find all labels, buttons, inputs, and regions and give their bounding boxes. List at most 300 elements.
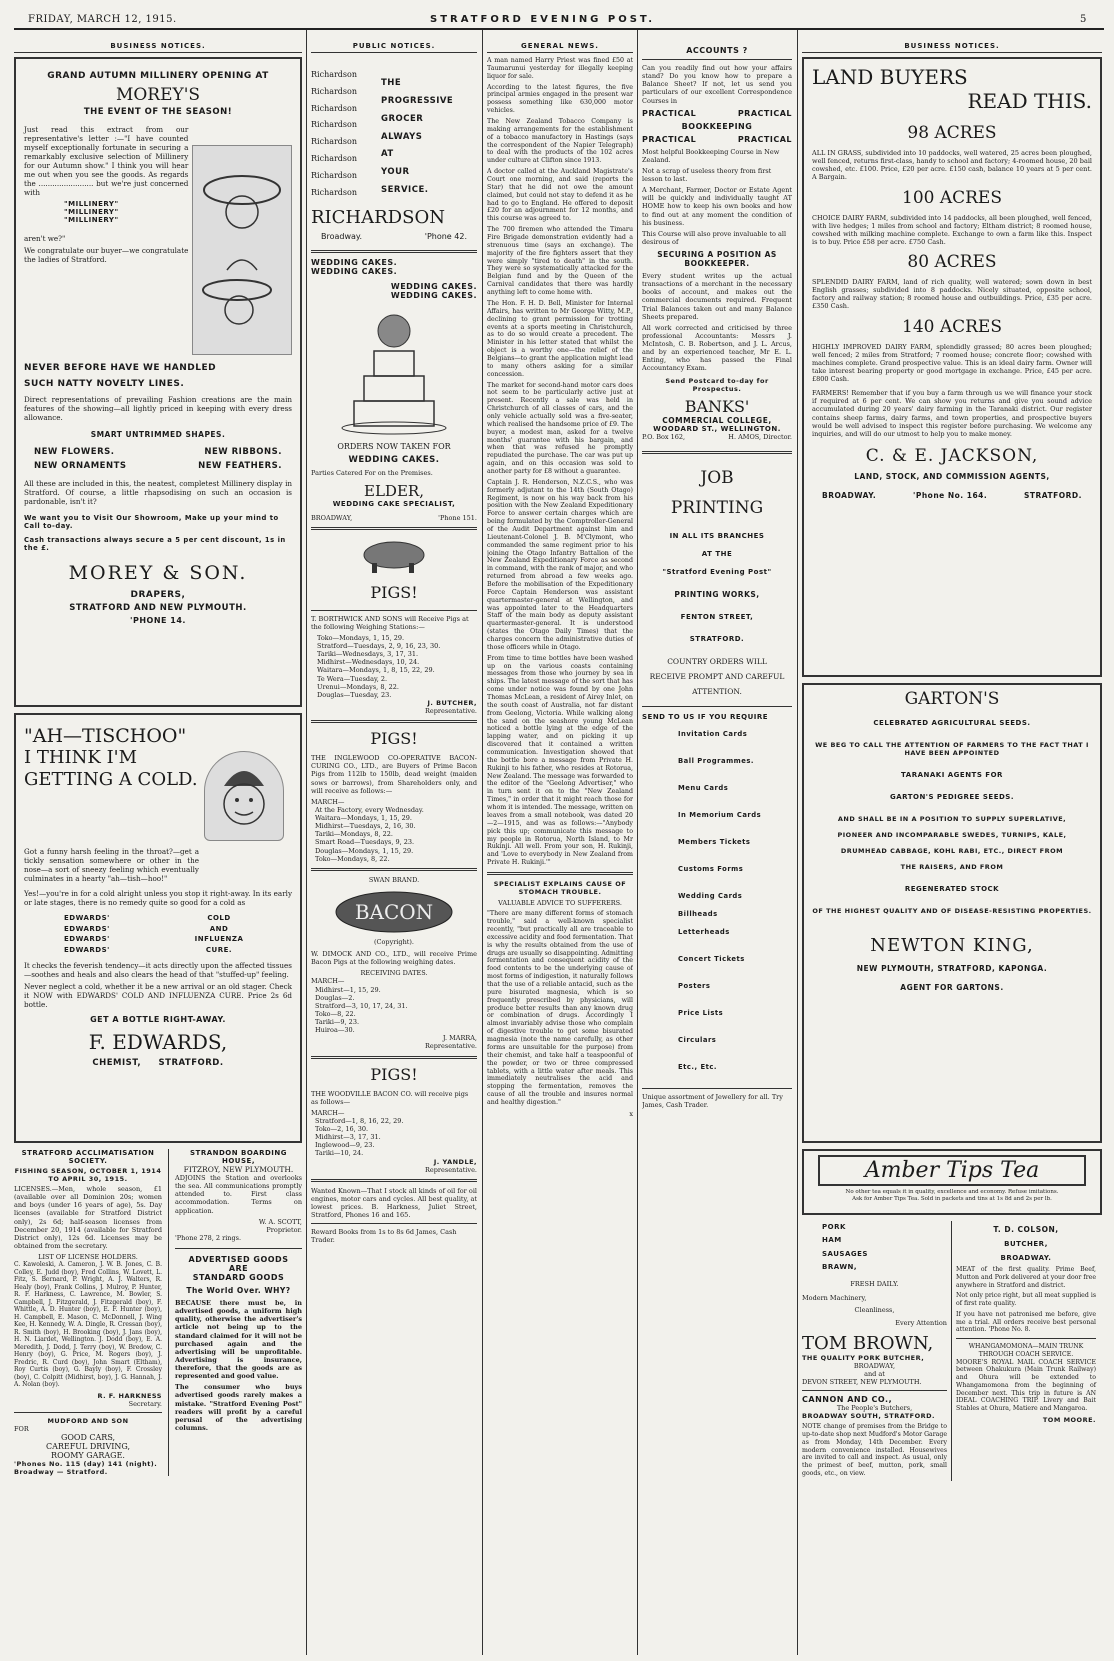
schedule-line: Tariki—9, 23. — [315, 1018, 360, 1026]
mudford-line: GOOD CARS, — [60, 1433, 116, 1442]
brown-attention: Every Attention — [895, 1318, 947, 1327]
bacon-pig-illustration — [311, 888, 477, 938]
garton-heading-8: DRUMHEAD CABBAGE, KOHL RABI, ETC., DIRECT FROM — [840, 847, 1064, 855]
richardson-advertisement — [311, 67, 477, 201]
jackson-firm: C. & E. JACKSON, — [865, 445, 1039, 466]
pigs2-intro: THE INGLEWOOD CO-OPERATIVE BACON-CURING CO., LTD., are Buyers of Prime Bacon Pigs from 112lb to 150lb, dead weight (maiden sows or barrows), from Shareholders only, and will receive as follows:— — [311, 754, 477, 795]
advert-body: BECAUSE there must be, in advertised goods, a uniform high quality, otherwise the advertiser's article not being up to the standard claimed for it will not be purchased again and the advertising will be unprofitable. Advertising is insurance, therefore, that the goods are as represented and good value. — [175, 1299, 302, 1381]
strandon-and-advertised-goods — [168, 1149, 302, 1476]
brown-trade: THE QUALITY PORK BUTCHER, — [802, 1353, 925, 1362]
garton-heading-3: WE BEG TO CALL THE ATTENTION OF FARMERS TO THE FACT THAT I HAVE BEEN APPOINTED — [815, 741, 1089, 757]
morey-body-1: Just read this extract from our representative's letter :—"I have counted myself exceptionally fortunate in securing a remarkably exclusive selection of Millinery for our Autumn show." I think you will hear me out when you see the goods. As regards the ........................ but we're just concerned with — [24, 125, 189, 197]
pigs4-month: MARCH— — [311, 1108, 345, 1117]
pigs3-month: MARCH— — [311, 977, 345, 986]
morey-natty: SUCH NATTY NOVELTY LINES. — [24, 379, 185, 389]
masthead-rule — [14, 28, 1104, 30]
amber-tips-logo: Amber Tips Tea — [818, 1155, 1086, 1186]
morey-ornaments: NEW ORNAMENTS — [34, 461, 127, 471]
millinery-line: "MILLINERY" — [64, 208, 119, 216]
schedule-line: Huiroa—30. — [315, 1026, 355, 1035]
section-title: BUSINESS NOTICES. — [14, 42, 302, 53]
morey-flowers: NEW FLOWERS. — [34, 447, 115, 457]
edwards-advertisement — [14, 713, 302, 1143]
amber-line-1: No other tea equals it in quality, excellence and economy. Refuse imitations. — [845, 1189, 1059, 1195]
richardson-name: Richardson — [311, 153, 358, 163]
reward-books: Reward Books from 1s to 8s 6d James, Cash Trader. — [311, 1228, 457, 1245]
cure-word: CURE. — [205, 945, 233, 954]
specialist-subheading: VALUABLE ADVICE TO SUFFERERS. — [498, 899, 622, 908]
mudford-line: ROOMY GARAGE. — [51, 1451, 125, 1460]
edwards-trade: CHEMIST, STRATFORD. — [92, 1058, 224, 1068]
garton-heading-5: GARTON'S PEDIGREE SEEDS. — [889, 793, 1015, 801]
coach-signature: TOM MOORE. — [1042, 1415, 1096, 1424]
slogan-word: THE — [381, 78, 402, 88]
brown-addr-2: DEVON STREET, NEW PLYMOUTH. — [802, 1377, 922, 1386]
schedule-line: Tariki—Mondays, 8, 22. — [315, 830, 393, 839]
pigs-heading: PIGS! — [370, 582, 418, 602]
meat-item: BRAWN, — [822, 1262, 858, 1271]
farm-description: SPLENDID DAIRY FARM, land of rich quality, well watered; sown down in best English grasses; subdivided into 8 paddocks. Nicely situated, opposite school, factory and railway station; 8 roomed house and outbuildings. Price, £35 per acre. £350 Cash. — [812, 278, 1092, 311]
edwards-repeat: EDWARDS' — [64, 914, 110, 922]
practical-word: PRACTICAL — [642, 134, 697, 144]
acres-heading: 98 ACRES — [907, 123, 997, 143]
garton-agent: AGENT FOR GARTONS. — [900, 983, 1004, 992]
garton-heading-9: THE RAISERS, AND FROM — [900, 863, 1004, 871]
jackson-contact — [812, 491, 1092, 500]
millinery-line: "MILLINERY" — [64, 200, 119, 208]
svg-text:BACON: BACON — [354, 899, 434, 924]
morey-kicker: GRAND AUTUMN MILLINERY OPENING AT — [47, 71, 269, 81]
morey-lines-row — [24, 461, 292, 471]
job-heading-2: PRINTING — [670, 497, 764, 518]
morey-towns: STRATFORD AND NEW PLYMOUTH. — [69, 603, 247, 613]
news-paragraph: Captain J. R. Henderson, N.Z.C.S., who was formerly adjutant to the 14th (South Otago) Regiment, is now on his way back from his position with the New Zealand Expeditionary Force to answer certain charges which are being formulated by the Comptroller-General of the Audit Department against him and Lieutenant-Colonel J. B. M'Clymont, who commanded the same regiment prior to his joining the Otago Infantry Battalion of the New Zealand Expeditionary Force as second in command, with the rank of major, and who returned from abroad a few weeks ago. Before the mobilisation of the Expeditionary Force Captain Henderson was assistant quartermaster-general at Wellington, and was appointed later to the Headquarters Staff of the main body as deputy assistant quartermaster-general. It is understood (states the Otago Daily Times) that the charges concern the administrative duties of those officers while in Otago. — [487, 478, 633, 651]
pigs-heading: PIGS! — [370, 729, 418, 749]
morey-event: THE EVENT OF THE SEASON! — [83, 107, 233, 117]
coach-heading: WHANGAMOMONA—MAIN TRUNK THROUGH COACH SERVICE. — [968, 1343, 1084, 1358]
edwards-body-1: Got a funny harsh feeling in the throat?—get a tickly sensation somewhere or other in the nose—a sort of sneezy feeling which eventually culminates in a hearty "ah—tish—hoo!" — [24, 847, 199, 883]
job-heading-1: JOB — [700, 467, 734, 488]
banks-body-3: Not a scrap of useless theory from first lesson to last. — [642, 166, 772, 183]
wedding-cake-icon — [339, 306, 449, 436]
page-number: 5 — [1080, 14, 1087, 25]
coach-body: MOORE'S ROYAL MAIL COACH SERVICE between Ohakukura (Main Trunk Railway) and Ohura will be extended to Whangamomona from the beginning of December next. This trip in future is AN IDEAL COACHING TRIP. Livery and Bait Stables at Ohura, Matiere and Mangaroa. — [956, 1358, 1096, 1412]
edwards-get: GET A BOTTLE RIGHT-AWAY. — [90, 1015, 226, 1024]
job-item: Etc., Etc. — [678, 1062, 717, 1071]
colson-address: BROADWAY. — [1000, 1254, 1052, 1262]
pigs3-rep: Representative. — [425, 1042, 477, 1051]
elder-firm: ELDER, — [364, 481, 424, 500]
richardson-names — [311, 67, 381, 201]
brown-and-cannon — [802, 1221, 952, 1481]
job-item: Letterheads — [678, 927, 730, 936]
practical-row — [642, 135, 792, 144]
news-paragraph: The market for second-hand motor cars does not seem to be particularly active just at present. Recently a sale was held in Christchurch of all classes of cars, and the only vehicle actually sold was a five-seater, which realised the handsome price of £9. The buyer, a modest man, asked for a twelve months' guarantee with his bargain, and when that was refused he promptly repudiated the purchase. The car was put up again, and on this occasion was sold to another party for £8 without a guarantee. — [487, 381, 633, 475]
job-item: In Memorium Cards — [678, 810, 762, 819]
section-title: BUSINESS NOTICES. — [802, 42, 1102, 53]
strandon-location: FITZROY, NEW PLYMOUTH. — [183, 1165, 294, 1174]
swan-brand: SWAN BRAND. — [368, 875, 420, 884]
mudford-line: FOR — [14, 1424, 29, 1433]
slogan-word: PROGRESSIVE — [381, 95, 454, 106]
slogan-word: ALWAYS — [381, 131, 423, 142]
jackson-advertisement — [802, 57, 1102, 677]
garton-heading-1: GARTON'S — [904, 689, 1000, 709]
pigs3-receiving: RECEIVING DATES. — [360, 969, 428, 978]
elder-orders: ORDERS NOW TAKEN FOR — [337, 442, 451, 452]
strandon-phone: 'Phone 278, 2 rings. — [175, 1233, 242, 1242]
morey-drapers: DRAPERS, — [130, 590, 186, 600]
job-item: Concert Tickets — [678, 954, 745, 963]
job-item: Members Tickets — [678, 837, 751, 846]
job-item: Price Lists — [678, 1008, 724, 1017]
pigs1-schedule — [311, 634, 477, 699]
accl-title: STRATFORD ACCLIMATISATION SOCIETY. — [21, 1149, 155, 1165]
job-item: Posters — [678, 981, 711, 990]
colson-trade: BUTCHER, — [1004, 1240, 1048, 1248]
job-heading-4: AT THE — [701, 549, 733, 558]
job-item: Menu Cards — [678, 783, 729, 792]
job-item: Customs Forms — [678, 864, 744, 873]
job-item: Ball Programmes. — [678, 756, 755, 765]
practical-word: PRACTICAL — [737, 134, 792, 144]
acres-heading: 140 ACRES — [902, 316, 1002, 337]
banks-body-7: All work corrected and criticised by three professional Accountants: Messrs J. McIntosh, C. B. Robertson, and J. L. Arcus, and by an experienced teacher, Mr E. L. Enting, who has passed the Final Accountancy Exam. — [642, 323, 792, 373]
schedule-line: Inglewood—9, 23. — [315, 1141, 375, 1150]
job-item: Billheads — [678, 909, 718, 918]
banks-body-5: This Course will also prove invaluable to all desirous of — [642, 229, 787, 246]
richardson-contact — [311, 228, 477, 245]
news-paragraph: The Hon. F. H. D. Bell, Minister for Internal Affairs, has written to Mr George Witty, M.P., declining to grant permission for trotting events at a sports meeting in Christchurch, as to do so would create a precedent. The Minister in his letter stated that whilst the object is a worthy one—the relief of the Belgians—to grant the application might lead to many others asking for a similar concession. — [487, 299, 633, 378]
morey-name: MOREY'S — [115, 85, 201, 105]
schedule-line: Midhirst—Wednesdays, 10, 24. — [317, 658, 420, 667]
morey-body-3: We congratulate our buyer—we congratulate the ladies of Stratford. — [24, 246, 189, 264]
colson-body-3: If you have not patronised me before, give me a trial. All orders receive best personal attention. 'Phone No. 8. — [956, 1310, 1096, 1334]
mudford-line: MUDFORD AND SON — [47, 1416, 129, 1425]
farm-description: CHOICE DAIRY FARM, subdivided into 14 paddocks, all been ploughed, well fenced, with live hedges; 1 miles from school and factory; Eltham district; 8 roomed house, cowshed with milking machine complete. Exchange to own a farm like this. Inspect is to buy. Price £58 per acre. £750 Cash. — [812, 213, 1092, 246]
banks-director: H. AMOS, Director. — [728, 432, 792, 441]
pigs-heading: PIGS! — [370, 1064, 418, 1084]
elder-phone: 'Phone 151. — [438, 513, 477, 522]
column-rule — [306, 30, 307, 1655]
morey-body-5: All these are included in this, the neatest, completest Millinery display in Stratford. Of course, a little rhapsodising on such an occasion is pardonable, isn't it? — [24, 479, 292, 506]
farm-description: HIGHLY IMPROVED DAIRY FARM, splendidly grassed; 80 acres been ploughed; well fenced; 2 miles from Stratford; 7 roomed house; concrete floor; cowshed with machines complete. Grand prospective value. This is an ideal dairy farm. Owner will take interest bearing property or good mortgage in exchange. Price, £45 per acre. £800 Cash. — [812, 342, 1092, 383]
strandon-signature: W. A. SCOTT, — [258, 1217, 302, 1226]
morey-firm: MOREY & SON. — [68, 562, 248, 584]
job-heading-10: RECEIVE PROMPT AND CAREFUL — [649, 671, 785, 681]
column-rule — [482, 30, 483, 1655]
jackson-heading-1: LAND BUYERS — [812, 65, 968, 89]
morey-ribbons: NEW RIBBONS. — [204, 447, 282, 457]
slogan-word: AT — [381, 149, 394, 160]
pigs4-intro: THE WOODVILLE BACON CO. will receive pigs as follows— — [311, 1089, 469, 1106]
elder-wedding-cakes: WEDDING CAKES. — [348, 455, 440, 466]
schedule-line: Toko—8, 22. — [315, 1009, 356, 1018]
wedding-cake-illustration — [311, 306, 477, 436]
pigs4-signature: J. YANDLE, — [433, 1157, 477, 1166]
edwards-body-3: It checks the feverish tendency—it acts directly upon the affected tissues—soothes and heals and also clears the head of that "stuffed-up" feeling. — [24, 961, 292, 979]
job-heading-7: FENTON STREET, — [680, 612, 754, 621]
hat-illustration-icon — [197, 150, 287, 350]
slogan-word: YOUR — [381, 167, 410, 178]
section-title: PUBLIC NOTICES. — [311, 42, 477, 53]
column-business-notices-left — [14, 42, 302, 1654]
banks-send: Send Postcard to-day for Prospectus. — [665, 376, 769, 393]
colson-firm: T. D. COLSON, — [993, 1225, 1059, 1234]
column-public-notices — [311, 42, 477, 1654]
richardson-name: Richardson — [311, 170, 358, 180]
pigs3-schedule — [311, 986, 477, 1035]
elder-contact — [311, 514, 477, 522]
morey-body-2: aren't we?" — [24, 234, 66, 243]
practical-word: PRACTICAL — [642, 108, 697, 118]
richardson-slogan — [381, 67, 453, 201]
job-send: SEND TO US IF YOU REQUIRE — [642, 712, 769, 721]
richardson-name: Richardson — [311, 120, 358, 130]
job-heading-6: PRINTING WORKS, — [674, 589, 760, 599]
cannon-body: NOTE change of premises from the Bridge to up-to-date shop next Mudford's Motor Garage as from Monday, 14th December. Every modern convenience installed. Housewives are invited to call and inspect. As usual, only the primest of beef, mutton, pork, small goods, etc., on view. — [802, 1423, 947, 1477]
schedule-line: Midhirst—Tuesdays, 2, 16, 30. — [315, 822, 416, 831]
meat-item: PORK — [822, 1223, 846, 1231]
pigs1-rep: Representative. — [425, 707, 477, 715]
brown-items — [802, 1221, 947, 1274]
richardson-name: Richardson — [311, 137, 358, 147]
job-heading-11: ATTENTION. — [692, 686, 742, 696]
edwards-firm: F. EDWARDS, — [88, 1030, 228, 1054]
masthead-date: FRIDAY, MARCH 12, 1915. — [28, 14, 177, 25]
bookkeeping-word: BOOKKEEPING — [681, 121, 753, 131]
jackson-farmers: FARMERS! Remember that if you buy a farm through us we will finance your stock if required at 6 per cent. We can show you returns and give you sound advice accumulated during 20 years' dairy farming in the Taranaki district. Our register contains sheep farms, dairy farms, and town properties, and prospective buyers would be well advised to inspect this register before purchasing. We welcome any inquiries, and will do our utmost to help you to make money. — [812, 389, 1092, 438]
pigs1-signature: J. BUTCHER, — [427, 698, 477, 707]
morey-shapes: SMART UNTRIMMED SHAPES. — [90, 430, 226, 439]
jewellery-notice: Unique assortment of Jewellery for all. Try James, Cash Trader. — [642, 1092, 783, 1109]
brown-fresh: FRESH DAILY. — [850, 1280, 899, 1289]
richardson-name: Richardson — [311, 86, 358, 96]
column-bookkeeping-printing — [642, 42, 792, 1654]
edwards-repeat: EDWARDS' — [64, 924, 110, 933]
brown-firm: TOM BROWN, — [802, 1332, 934, 1354]
edwards-body-4: Never neglect a cold, whether it be a new arrival or an old stager. Check it NOW with EDWARDS' COLD AND INFLUENZA CURE. Price 2s 6d bottle. — [24, 982, 292, 1009]
job-heading-9: COUNTRY ORDERS WILL — [667, 656, 767, 666]
schedule-line: Te Wera—Tuesday, 2. — [317, 674, 388, 683]
practical-word: PRACTICAL — [737, 108, 792, 118]
acclimatisation-notice — [14, 1149, 162, 1476]
news-paragraph: The New Zealand Tobacco Company is making arrangements for the establishment of a tobacco manufactory in Hastings (says the correspondent of the Napier Telegraph) to deal with the products of the 102 acres under culture at Clifton since 1913. — [487, 118, 633, 165]
garton-heading-10: REGENERATED STOCK — [904, 885, 1000, 893]
advert-heading-2: ARE — [228, 1264, 249, 1273]
jackson-trade: LAND, STOCK, AND COMMISSION AGENTS, — [854, 471, 1050, 481]
jackson-phone: 'Phone No. 164. — [913, 490, 988, 500]
pigs4-rep: Representative. — [425, 1165, 477, 1174]
schedule-line: Smart Road—Tuesdays, 9, 23. — [315, 838, 415, 847]
job-item: Invitation Cards — [678, 729, 748, 738]
morey-phone: 'PHONE 14. — [130, 616, 186, 625]
cure-word: INFLUENZA — [194, 935, 244, 943]
news-paragraph: From time to time bottles have been washed up on the various coasts containing messages from those who journey by sea in ships. The latest message of the sort that has come under notice was found by one John Thomas McLean, a resident of Airey Inlet, on the south coast of Australia, not far distant from Geelong, Victoria. While walking along the sand on the seashore young McLean noticed a bottle lying at the edge of the lapping water, and on picking it up discovered that it contained a written communication. Investigation showed that the bottle bore a message from Private H. Rukinji to his father, who resides at Rotorua, New Zealand. The message was forwarded to the editor of the "Geelong Advertiser," who in turn sent it on to the "New Zealand Times," in order that it might reach those for whom it is intended. The message, written on leaves from a small notebook, was dated 20—2—1915, and was as follows:—"Anybody pick this up; communicate this message to my people in Rotorua, North Island, to Mr Rukinji. All well. From your son, H. Rukinji, and 'Love to everybody in New Zealand from Private H. Rukinji.'" — [487, 654, 633, 867]
job-item: Circulars — [678, 1035, 717, 1044]
edwards-body-2: Yes!—you're in for a cold alright unless you stop it right-away. In its early or late stages, there is no remedy quite so good for a cold as — [24, 889, 292, 907]
cannon-sub: The People's Butchers, — [836, 1404, 913, 1413]
mudford-line: CAREFUL DRIVING, — [45, 1442, 131, 1451]
colson-and-coach — [956, 1221, 1096, 1481]
morey-body-4: Direct representations of prevailing Fashion creations are the main features of the showing—all lightly priced in keeping with every dress allowance. — [24, 395, 292, 422]
specialist-heading: SPECIALIST EXPLAINS CAUSE OF STOMACH TROUBLE. — [493, 879, 627, 897]
pigs3-signature: J. MARRA, — [442, 1034, 477, 1043]
schedule-line: Toko—Mondays, 8, 22. — [315, 854, 390, 863]
cure-word: AND — [209, 924, 229, 933]
schedule-line: Tariki—10, 24. — [315, 1149, 364, 1158]
practical-row — [642, 109, 792, 118]
policeman-sneezing-illustration — [204, 751, 284, 841]
garton-heading-4: TARANAKI AGENTS FOR — [901, 771, 1003, 779]
schedule-line: Douglas—Mondays, 1, 15, 29. — [315, 846, 414, 855]
schedule-line: At the Factory, every Wednesday. — [315, 805, 424, 814]
garton-heading-6: AND SHALL BE IN A POSITION TO SUPPLY SUPERLATIVE, — [837, 815, 1067, 823]
morey-lines-row — [24, 447, 292, 457]
column-rule — [797, 30, 798, 1655]
garton-towns: NEW PLYMOUTH, STRATFORD, KAPONGA. — [856, 964, 1048, 973]
accl-season: FISHING SEASON, OCTOBER 1, 1914 TO APRIL 30, 1915. — [14, 1167, 162, 1183]
specialist-mark: x — [629, 1109, 633, 1118]
schedule-line: Urenui—Mondays, 8, 22. — [317, 682, 399, 691]
schedule-line: Stratford—Tuesdays, 2, 9, 16, 23, 30. — [317, 642, 441, 650]
pigs3-copyright: (Copyright). — [373, 937, 414, 946]
brown-clean: Cleanliness, — [854, 1306, 895, 1315]
colson-body: MEAT of the first quality. Prime Beef, Mutton and Pork delivered at your door free anywhere in Stratford and district. — [956, 1266, 1096, 1289]
column-business-notices-right — [802, 42, 1102, 1654]
mudford-line: Broadway — Stratford. — [14, 1468, 108, 1477]
colson-body-2: Not only price right, but all meat supplied is of first rate quality. — [956, 1292, 1096, 1307]
slogan-word: SERVICE. — [381, 185, 429, 196]
schedule-line: Tariki—Wednesdays, 3, 17, 31. — [317, 650, 419, 659]
amber-line-2: Ask for Amber Tips Tea. Sold in packets and tins at 1s 8d and 2s per lb. — [852, 1195, 1052, 1202]
millinery-line: "MILLINERY" — [64, 216, 119, 224]
banks-body-4: A Merchant, Farmer, Doctor or Estate Agent will be quickly and individually taught AT HOME how to keep his own books and how to find out at any moment the condition of his business. — [642, 186, 792, 227]
masthead-title: STRATFORD EVENING POST. — [430, 14, 656, 25]
job-item: Wedding Cards — [678, 891, 743, 900]
wedding-cakes: WEDDING CAKES. — [311, 258, 398, 268]
amber-tips-advertisement — [802, 1149, 1102, 1215]
job-heading-5: "Stratford Evening Post" — [662, 567, 772, 576]
morey-visit: We want you to Visit Our Showroom, Make up your mind to Call to-day. — [24, 514, 279, 530]
cannon-address: BROADWAY SOUTH, STRATFORD. — [802, 1412, 935, 1421]
banks-body-1: Can you readily find out how your affairs stand? Do you know how to prepare a Balance Sheet? If not, let us send you particulars of our excellent Correspondence Courses in — [642, 64, 792, 105]
brown-and: and at — [864, 1369, 885, 1378]
garton-firm: NEWTON KING, — [870, 935, 1034, 956]
morey-feathers: NEW FEATHERS. — [198, 461, 282, 471]
pig-icon — [354, 535, 434, 575]
accl-signature: R. F. HARKNESS — [97, 1391, 162, 1400]
schedule-line: Midhirst—1, 15, 29. — [315, 985, 381, 994]
elder-trade: WEDDING CAKE SPECIALIST, — [332, 499, 456, 508]
news-paragraph: A doctor called at the Auckland Magistrate's Court one morning, and said (reports the Star) that he did not owe the amount claimed, but could not stay to defend it as he had to go to England. He offered to deposit £20 for an adjournment for 12 months, and this course was agreed to. — [487, 168, 633, 223]
schedule-line: Stratford—3, 10, 17, 24, 31. — [315, 1001, 408, 1010]
jackson-address: BROADWAY. — [822, 490, 877, 500]
advert-heading-3: STANDARD GOODS — [192, 1273, 285, 1282]
schedule-line: Toko—2, 16, 30. — [315, 1125, 369, 1133]
slogan-word: GROCER — [381, 113, 424, 124]
morey-advertisement — [14, 57, 302, 707]
richardson-phone: 'Phone 42. — [424, 232, 467, 242]
advert-body-2: The consumer who buys advertised goods rarely makes a mistake. "Stratford Evening Post" readers will profit by a careful perusal of the advertising columns. — [175, 1383, 302, 1432]
richardson-name: Richardson — [311, 103, 358, 113]
specialist-body: "There are many different forms of stomach trouble," said a well-known specialist recently, "but practically all are traceable to excessive acidity and food fermentation. That is why the results obtained from the use of drugs are usually so disappointing. Admitting fermentation and consequent acidity of the food contents to be the underlying cause of most forms of indigestion, it naturally follows that the use of a reliable antacid, such as the pure bisurated magnesia, which is so frequently prescribed by physicians, will produce better results than any known drug or combination of drugs. Accordingly I almost invariably advise those who complain of digestive trouble to get some bisurated magnesia (note the name carefully, as other forms are unsuitable for the purpose) from their chemist, and take half a teaspoonful of the powder, or two or three compressed tablets, with a little water after meals. This immediately neutralises the acid and stopping the fermentation, removes the cause of all the trouble and insures normal and healthy digestion." — [487, 910, 633, 1106]
advert-heading-4: The World Over. WHY? — [186, 1286, 291, 1295]
jackson-heading-2: READ THIS. — [967, 89, 1092, 113]
morey-never: NEVER BEFORE HAVE WE HANDLED — [24, 363, 217, 373]
banks-body-2: Most helpful Bookkeeping Course in New Zealand. — [642, 147, 780, 164]
pigs2-month: MARCH— — [311, 797, 345, 806]
pigs3-intro: W. DIMOCK AND CO., LTD., will receive Prime Bacon Pigs at the following weighing dates. — [311, 950, 477, 967]
wedding-cakes: WEDDING CAKES. — [390, 291, 477, 301]
mudford-line: 'Phones No. 115 (day) 141 (night). — [14, 1460, 158, 1468]
richardson-name: Richardson — [311, 70, 358, 79]
meat-item: HAM — [822, 1236, 842, 1245]
accl-list-heading: LIST OF LICENSE HOLDERS. — [38, 1253, 138, 1261]
banks-college: COMMERCIAL COLLEGE, — [662, 415, 772, 425]
acres-heading: 100 ACRES — [902, 187, 1002, 208]
edwards-headline-2: I THINK I'M GETTING A COLD. — [24, 747, 198, 790]
garton-heading-2: CELEBRATED AGRICULTURAL SEEDS. — [873, 719, 1031, 727]
farm-description: ALL IN GRASS, subdivided into 10 paddocks, well watered, 25 acres been ploughed, well fenced, returns first-class, handy to school and factory; 4-roomed house, 20 bail cowshed, etc. £100. Price, £20 per acre. £150 cash, balance 10 years at 5 per cent. A Bargain. — [812, 149, 1092, 182]
edwards-repeat: EDWARDS' — [64, 945, 110, 954]
pig-illustration — [311, 535, 477, 575]
news-paragraph: A man named Harry Priest was fined £50 at Taumarunui yesterday for illegally keeping liquor for sale. — [487, 57, 633, 80]
banks-secure: SECURING A POSITION AS BOOKKEEPER. — [657, 250, 777, 268]
accl-body: LICENSES.—Men, whole season, £1 (available over all Dominion 20s; women and boys (under 16 years of age), 5s. Day licenses (available for Stratford District only), 2s 6d; half-season licenses from December 20, 1914 (available for Stratford District only), 12s 6d. Licenses may be obtained from the secretary. — [14, 1185, 162, 1250]
wanted-known: Wanted Known—That I stock all kinds of oil for oil engines, motor cars and cycles. All best quality, at lowest prices. B. Harkness, Juliet Street, Stratford, Phones 16 and 165. — [311, 1186, 477, 1220]
garton-advertisement — [802, 683, 1102, 1143]
brown-machinery: Modern Machinery, — [802, 1294, 867, 1303]
garton-heading-11: OF THE HIGHEST QUALITY AND OF DISEASE-RESISTING PROPERTIES. — [812, 907, 1092, 915]
hat-lady-illustration — [192, 145, 292, 355]
advert-heading-1: ADVERTISED GOODS — [188, 1255, 289, 1264]
wedding-cakes: WEDDING CAKES. — [311, 267, 398, 277]
morey-cash: Cash transactions always secure a 5 per cent discount, 1s in the £. — [24, 536, 286, 552]
face-icon — [209, 756, 279, 836]
jackson-town: STRATFORD. — [1024, 490, 1082, 500]
strandon-title: STRANDON BOARDING HOUSE, — [190, 1149, 287, 1165]
news-paragraph: According to the latest figures, the five principal armies engaged in the present war possess something like 630,000 motor vehicles. — [487, 83, 633, 115]
cure-word: COLD — [207, 914, 231, 922]
job-heading-3: IN ALL ITS BRANCHES — [669, 531, 765, 540]
pigs2-schedule — [311, 806, 477, 863]
brown-addr-1: BROADWAY, — [853, 1361, 896, 1370]
schedule-line: Stratford—1, 8, 16, 22, 29. — [315, 1116, 404, 1125]
schedule-line: Waitara—Mondays, 1, 8, 15, 22, 29. — [317, 666, 435, 675]
job-heading-8: STRATFORD. — [689, 634, 745, 643]
banks-title: ACCOUNTS ? — [686, 46, 748, 55]
pigs4-schedule — [311, 1117, 477, 1158]
richardson-name: Richardson — [311, 187, 358, 197]
banks-address: WOODARD ST., WELLINGTON. — [653, 424, 781, 433]
banks-body-6: Every student writes up the actual transactions of a merchant in the necessary books of account, and makes out the commercial documents required. Frequent Trial Balances taken out and many Balance Sheets prepared. — [642, 272, 792, 321]
schedule-line: Midhirst—3, 17, 31. — [315, 1133, 381, 1142]
wedding-cakes: WEDDING CAKES. — [390, 282, 477, 292]
strandon-body: ADJOINS the Station and overlooks the sea. All communications promptly attended to. First class accommodation. Terms on application. — [175, 1174, 302, 1215]
cannon-firm: CANNON AND CO., — [802, 1395, 893, 1405]
meat-item: SAUSAGES — [822, 1249, 868, 1258]
schedule-line: Douglas—Tuesday, 23. — [317, 690, 392, 699]
elder-address: BROADWAY, — [311, 513, 353, 522]
strandon-proprietor: Proprietor. — [266, 1225, 302, 1234]
column-general-news — [487, 42, 633, 1654]
pigs1-intro: T. BORTHWICK AND SONS will Receive Pigs at the following Weighing Stations:— — [311, 614, 469, 631]
garton-heading-7: PIONEER AND INCOMPARABLE SWEDES, TURNIPS, KALE, — [837, 831, 1067, 839]
job-items — [642, 731, 792, 1084]
edwards-headline-1: "AH—TISCHOO" — [24, 725, 187, 747]
schedule-line: Toko—Mondays, 1, 15, 29. — [317, 633, 405, 642]
